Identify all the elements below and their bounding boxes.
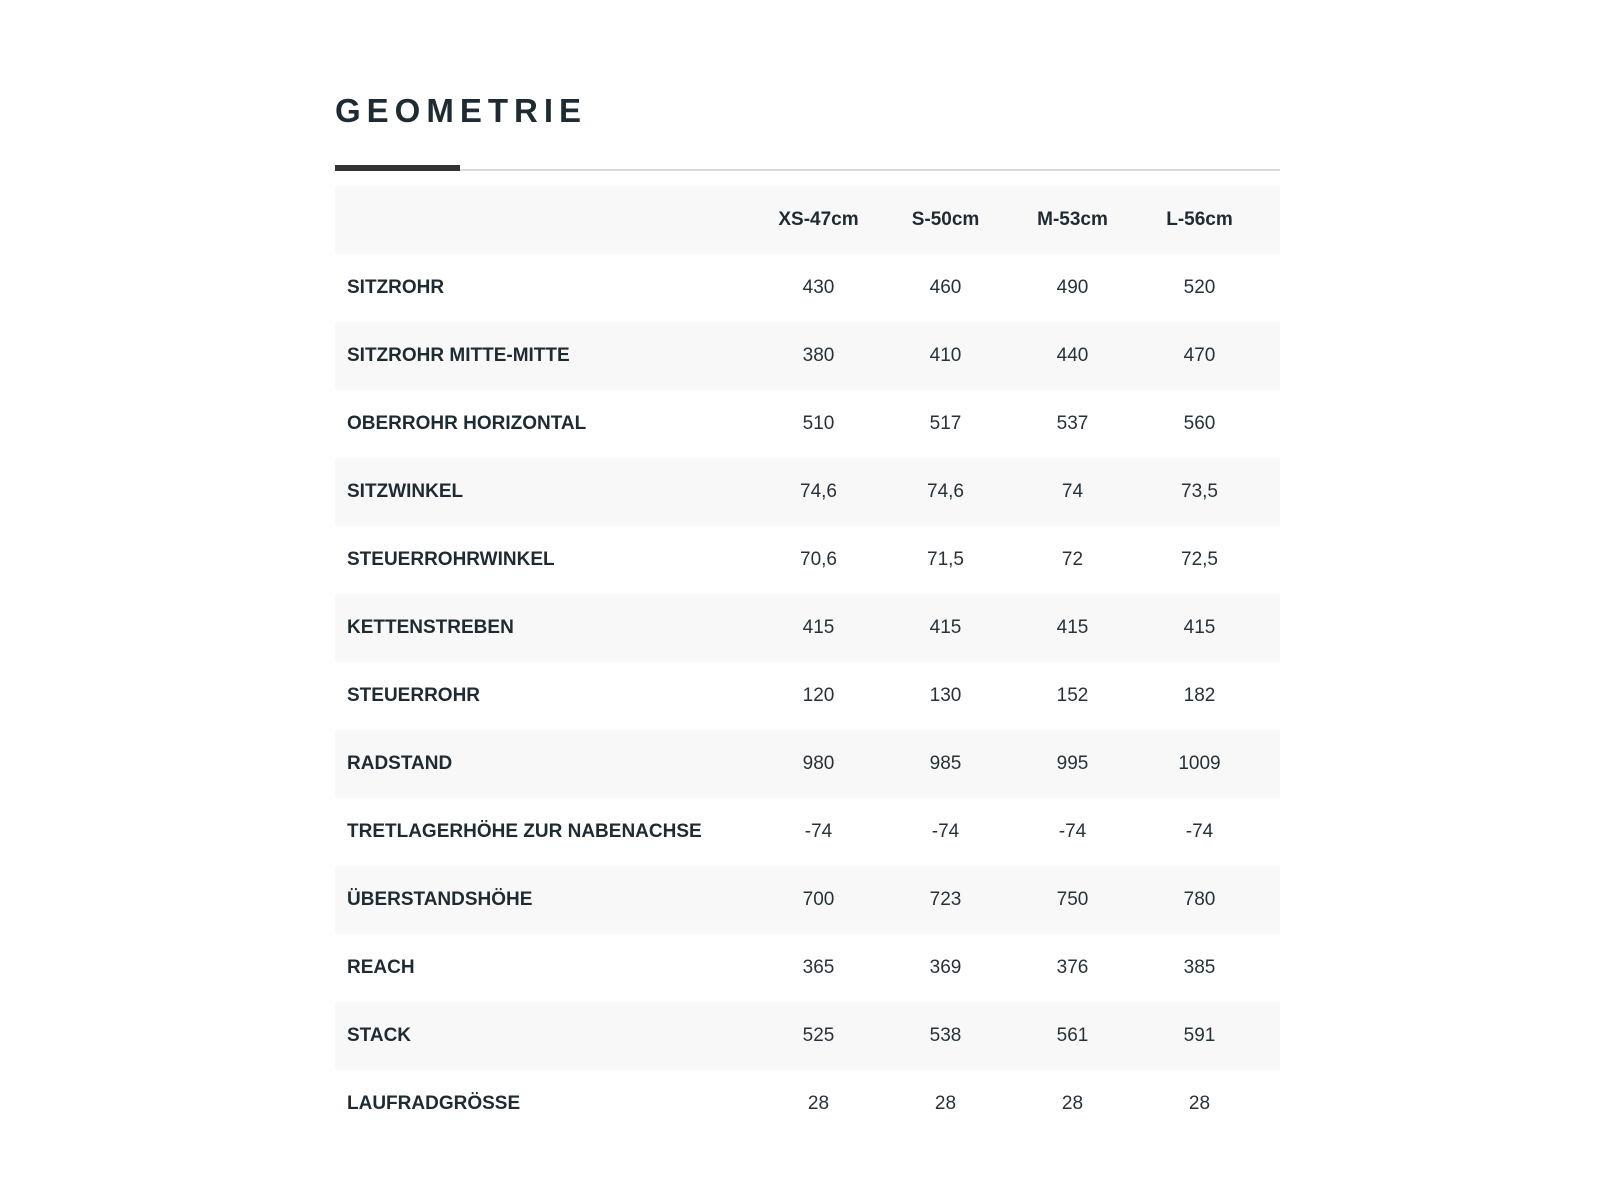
row-value: 28 xyxy=(934,1093,957,1114)
row-label: SITZROHR xyxy=(347,277,445,298)
row-value: 440 xyxy=(1056,345,1089,366)
row-value: 517 xyxy=(929,413,962,434)
row-label: TRETLAGERHÖHE ZUR NABENACHSE xyxy=(347,821,702,842)
row-value: 369 xyxy=(929,957,962,978)
row-label: STACK xyxy=(347,1025,412,1046)
row-pad-cell xyxy=(1263,934,1280,1002)
row-value: -74 xyxy=(931,821,960,842)
row-value: 410 xyxy=(929,345,962,366)
row-value: 415 xyxy=(1056,617,1089,638)
row-value: 723 xyxy=(929,889,962,910)
row-pad-cell xyxy=(1263,254,1280,322)
row-value: 74,6 xyxy=(927,481,964,502)
row-label: STEUERROHR xyxy=(347,685,481,706)
row-pad-cell xyxy=(1263,390,1280,458)
header-empty-cell xyxy=(335,186,755,254)
row-value: 561 xyxy=(1056,1025,1089,1046)
size-header: XS-47cm xyxy=(778,209,859,230)
row-pad-cell xyxy=(1263,458,1280,526)
row-value: 71,5 xyxy=(927,549,964,570)
row-value: 376 xyxy=(1056,957,1089,978)
table-row xyxy=(335,934,1280,1002)
table-row xyxy=(335,1070,1280,1138)
row-value: 490 xyxy=(1056,277,1089,298)
row-value: 980 xyxy=(802,753,835,774)
row-value: 525 xyxy=(802,1025,835,1046)
row-value: 28 xyxy=(1188,1093,1211,1114)
row-pad-cell xyxy=(1263,1070,1280,1138)
table-row xyxy=(335,458,1280,526)
row-label: LAUFRADGRÖSSE xyxy=(347,1093,521,1114)
table-row xyxy=(335,866,1280,934)
row-value: 74 xyxy=(1061,481,1084,502)
title-divider-accent xyxy=(335,165,460,171)
row-value: 520 xyxy=(1183,277,1216,298)
row-value: 28 xyxy=(1061,1093,1084,1114)
row-pad-cell xyxy=(1263,866,1280,934)
row-pad-cell xyxy=(1263,322,1280,390)
table-row xyxy=(335,254,1280,322)
row-value: 460 xyxy=(929,277,962,298)
row-label: OBERROHR HORIZONTAL xyxy=(347,413,587,434)
section-title: GEOMETRIE xyxy=(335,92,588,129)
row-pad-cell xyxy=(1263,798,1280,866)
row-pad-cell xyxy=(1263,526,1280,594)
row-value: 152 xyxy=(1056,685,1089,706)
row-pad-cell xyxy=(1263,730,1280,798)
row-label: SITZWINKEL xyxy=(347,481,464,502)
row-value: 365 xyxy=(802,957,835,978)
row-value: 73,5 xyxy=(1181,481,1218,502)
row-value: -74 xyxy=(1058,821,1087,842)
row-pad-cell xyxy=(1263,662,1280,730)
row-value: 120 xyxy=(802,685,835,706)
table-row xyxy=(335,526,1280,594)
row-pad-cell xyxy=(1263,594,1280,662)
row-label: RADSTAND xyxy=(347,753,453,774)
title-divider xyxy=(335,169,1280,171)
row-label: ÜBERSTANDSHÖHE xyxy=(347,889,533,910)
row-value: 470 xyxy=(1183,345,1216,366)
row-value: 985 xyxy=(929,753,962,774)
row-value: 537 xyxy=(1056,413,1089,434)
row-pad-cell xyxy=(1263,1002,1280,1070)
row-value: 1009 xyxy=(1178,753,1221,774)
row-value: 700 xyxy=(802,889,835,910)
row-value: 780 xyxy=(1183,889,1216,910)
row-value: 415 xyxy=(929,617,962,638)
row-value: 130 xyxy=(929,685,962,706)
row-value: 430 xyxy=(802,277,835,298)
row-value: 750 xyxy=(1056,889,1089,910)
table-row xyxy=(335,322,1280,390)
row-label: REACH xyxy=(347,957,415,978)
row-value: 415 xyxy=(802,617,835,638)
row-value: -74 xyxy=(1185,821,1214,842)
table-row xyxy=(335,730,1280,798)
row-label: STEUERROHRWINKEL xyxy=(347,549,555,570)
row-value: 510 xyxy=(802,413,835,434)
size-header: L-56cm xyxy=(1166,209,1233,230)
row-value: 415 xyxy=(1183,617,1216,638)
row-value: 70,6 xyxy=(800,549,837,570)
row-value: 74,6 xyxy=(800,481,837,502)
row-value: 28 xyxy=(807,1093,830,1114)
row-value: 380 xyxy=(802,345,835,366)
row-value: 995 xyxy=(1056,753,1089,774)
table-row xyxy=(335,1002,1280,1070)
row-label: KETTENSTREBEN xyxy=(347,617,514,638)
row-value: -74 xyxy=(804,821,833,842)
table-row xyxy=(335,390,1280,458)
row-value: 182 xyxy=(1183,685,1216,706)
row-value: 591 xyxy=(1183,1025,1216,1046)
row-value: 385 xyxy=(1183,957,1216,978)
table-header-row xyxy=(335,186,1280,254)
table-row xyxy=(335,594,1280,662)
table-row xyxy=(335,662,1280,730)
row-value: 72,5 xyxy=(1181,549,1218,570)
row-value: 560 xyxy=(1183,413,1216,434)
header-pad-cell xyxy=(1263,186,1280,254)
row-value: 72 xyxy=(1061,549,1084,570)
size-header: S-50cm xyxy=(911,209,980,230)
size-header: M-53cm xyxy=(1037,209,1108,230)
row-label: SITZROHR MITTE-MITTE xyxy=(347,345,570,366)
geometry-table xyxy=(335,186,1280,1138)
row-value: 538 xyxy=(929,1025,962,1046)
table-row xyxy=(335,798,1280,866)
